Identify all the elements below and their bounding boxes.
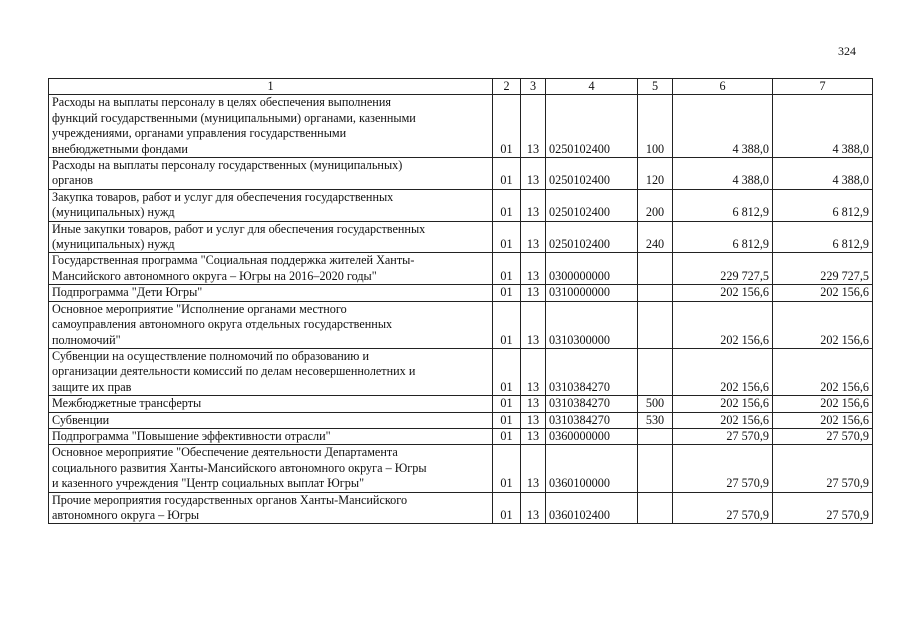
cell-target-code: 0250102400 bbox=[546, 95, 638, 158]
table-row bbox=[49, 285, 873, 301]
cell-expense-type bbox=[638, 428, 673, 444]
cell-amount-col7: 4 388,0 bbox=[773, 158, 873, 190]
cell-amount-col6: 4 388,0 bbox=[673, 95, 773, 158]
cell-subsection: 13 bbox=[521, 253, 546, 285]
cell-subsection: 13 bbox=[521, 445, 546, 492]
cell-amount-col7: 229 727,5 bbox=[773, 253, 873, 285]
cell-expense-name: Расходы на выплаты персоналу в целях обеспечения выполнения функций государственными (муниципальными) органами, казенными учреждениями, органами управления государственными внебюджетными фондами bbox=[49, 95, 493, 158]
column-header: 1 bbox=[49, 79, 493, 95]
table-row bbox=[49, 348, 873, 395]
cell-expense-name: Иные закупки товаров, работ и услуг для обеспечения государственных (муниципальных) нужд bbox=[49, 221, 493, 253]
cell-target-code: 0310384270 bbox=[546, 396, 638, 412]
cell-expense-name: Прочие мероприятия государственных органов Ханты-Мансийского автономного округа – Югры bbox=[49, 492, 493, 524]
cell-amount-col7: 6 812,9 bbox=[773, 189, 873, 221]
cell-subsection: 13 bbox=[521, 492, 546, 524]
table-row bbox=[49, 158, 873, 190]
cell-subsection: 13 bbox=[521, 221, 546, 253]
cell-target-code: 0310000000 bbox=[546, 285, 638, 301]
cell-expense-type bbox=[638, 285, 673, 301]
table-row bbox=[49, 428, 873, 444]
cell-expense-type: 240 bbox=[638, 221, 673, 253]
table-row bbox=[49, 189, 873, 221]
cell-target-code: 0360102400 bbox=[546, 492, 638, 524]
cell-expense-type: 120 bbox=[638, 158, 673, 190]
cell-amount-col6: 202 156,6 bbox=[673, 301, 773, 348]
header-row bbox=[49, 79, 873, 95]
cell-expense-name: Межбюджетные трансферты bbox=[49, 396, 493, 412]
cell-section: 01 bbox=[493, 189, 521, 221]
cell-target-code: 0360100000 bbox=[546, 445, 638, 492]
table-row bbox=[49, 396, 873, 412]
cell-amount-col7: 202 156,6 bbox=[773, 412, 873, 428]
cell-expense-name: Субвенции на осуществление полномочий по образованию и организации деятельности комиссий по делам несовершеннолетних и защите их прав bbox=[49, 348, 493, 395]
cell-target-code: 0310384270 bbox=[546, 412, 638, 428]
cell-target-code: 0300000000 bbox=[546, 253, 638, 285]
column-header: 7 bbox=[773, 79, 873, 95]
cell-target-code: 0250102400 bbox=[546, 158, 638, 190]
cell-amount-col7: 27 570,9 bbox=[773, 428, 873, 444]
page-number: 324 bbox=[838, 44, 856, 58]
budget-table bbox=[48, 78, 873, 524]
cell-expense-name: Государственная программа "Социальная поддержка жителей Ханты- Мансийского автономного округа – Югры на 2016–2020 годы" bbox=[49, 253, 493, 285]
cell-amount-col7: 27 570,9 bbox=[773, 492, 873, 524]
cell-amount-col7: 202 156,6 bbox=[773, 396, 873, 412]
cell-expense-type bbox=[638, 492, 673, 524]
cell-expense-name: Основное мероприятие "Исполнение органами местного самоуправления автономного округа отдельных государственных полномочий" bbox=[49, 301, 493, 348]
cell-target-code: 0310300000 bbox=[546, 301, 638, 348]
cell-amount-col6: 6 812,9 bbox=[673, 189, 773, 221]
cell-amount-col6: 202 156,6 bbox=[673, 396, 773, 412]
column-header: 3 bbox=[521, 79, 546, 95]
cell-subsection: 13 bbox=[521, 412, 546, 428]
cell-section: 01 bbox=[493, 412, 521, 428]
cell-expense-name: Субвенции bbox=[49, 412, 493, 428]
cell-amount-col6: 4 388,0 bbox=[673, 158, 773, 190]
cell-expense-type bbox=[638, 348, 673, 395]
cell-amount-col7: 4 388,0 bbox=[773, 95, 873, 158]
cell-amount-col6: 229 727,5 bbox=[673, 253, 773, 285]
cell-section: 01 bbox=[493, 253, 521, 285]
column-header: 2 bbox=[493, 79, 521, 95]
cell-amount-col6: 6 812,9 bbox=[673, 221, 773, 253]
cell-section: 01 bbox=[493, 285, 521, 301]
cell-expense-type bbox=[638, 253, 673, 285]
cell-amount-col6: 27 570,9 bbox=[673, 428, 773, 444]
cell-amount-col7: 202 156,6 bbox=[773, 348, 873, 395]
table-row bbox=[49, 412, 873, 428]
cell-expense-name: Расходы на выплаты персоналу государственных (муниципальных) органов bbox=[49, 158, 493, 190]
cell-section: 01 bbox=[493, 348, 521, 395]
cell-target-code: 0360000000 bbox=[546, 428, 638, 444]
column-header: 4 bbox=[546, 79, 638, 95]
cell-expense-type: 100 bbox=[638, 95, 673, 158]
cell-subsection: 13 bbox=[521, 189, 546, 221]
cell-expense-type: 500 bbox=[638, 396, 673, 412]
cell-expense-type bbox=[638, 445, 673, 492]
cell-expense-type: 530 bbox=[638, 412, 673, 428]
cell-section: 01 bbox=[493, 221, 521, 253]
cell-subsection: 13 bbox=[521, 348, 546, 395]
cell-section: 01 bbox=[493, 95, 521, 158]
cell-subsection: 13 bbox=[521, 95, 546, 158]
table-row bbox=[49, 445, 873, 492]
cell-amount-col7: 27 570,9 bbox=[773, 445, 873, 492]
cell-amount-col7: 202 156,6 bbox=[773, 301, 873, 348]
table-row bbox=[49, 95, 873, 158]
cell-expense-type: 200 bbox=[638, 189, 673, 221]
cell-section: 01 bbox=[493, 428, 521, 444]
column-header: 6 bbox=[673, 79, 773, 95]
cell-amount-col6: 27 570,9 bbox=[673, 492, 773, 524]
cell-target-code: 0250102400 bbox=[546, 221, 638, 253]
cell-section: 01 bbox=[493, 301, 521, 348]
cell-target-code: 0310384270 bbox=[546, 348, 638, 395]
cell-section: 01 bbox=[493, 396, 521, 412]
cell-amount-col7: 6 812,9 bbox=[773, 221, 873, 253]
cell-target-code: 0250102400 bbox=[546, 189, 638, 221]
table-body bbox=[49, 95, 873, 524]
cell-expense-name: Закупка товаров, работ и услуг для обеспечения государственных (муниципальных) нужд bbox=[49, 189, 493, 221]
table-row bbox=[49, 301, 873, 348]
cell-section: 01 bbox=[493, 445, 521, 492]
table-row bbox=[49, 221, 873, 253]
cell-amount-col7: 202 156,6 bbox=[773, 285, 873, 301]
cell-section: 01 bbox=[493, 158, 521, 190]
cell-subsection: 13 bbox=[521, 428, 546, 444]
column-header: 5 bbox=[638, 79, 673, 95]
cell-subsection: 13 bbox=[521, 301, 546, 348]
cell-amount-col6: 202 156,6 bbox=[673, 412, 773, 428]
cell-subsection: 13 bbox=[521, 396, 546, 412]
cell-subsection: 13 bbox=[521, 158, 546, 190]
cell-subsection: 13 bbox=[521, 285, 546, 301]
cell-section: 01 bbox=[493, 492, 521, 524]
cell-amount-col6: 202 156,6 bbox=[673, 348, 773, 395]
cell-amount-col6: 202 156,6 bbox=[673, 285, 773, 301]
table-row bbox=[49, 492, 873, 524]
cell-expense-name: Подпрограмма "Повышение эффективности отрасли" bbox=[49, 428, 493, 444]
cell-expense-type bbox=[638, 301, 673, 348]
table-row bbox=[49, 253, 873, 285]
cell-amount-col6: 27 570,9 bbox=[673, 445, 773, 492]
cell-expense-name: Подпрограмма "Дети Югры" bbox=[49, 285, 493, 301]
cell-expense-name: Основное мероприятие "Обеспечение деятельности Департамента социального развития Ханты-Мансийского автономного округа – Югры и казенного учреждения "Центр социальных выплат Югры" bbox=[49, 445, 493, 492]
